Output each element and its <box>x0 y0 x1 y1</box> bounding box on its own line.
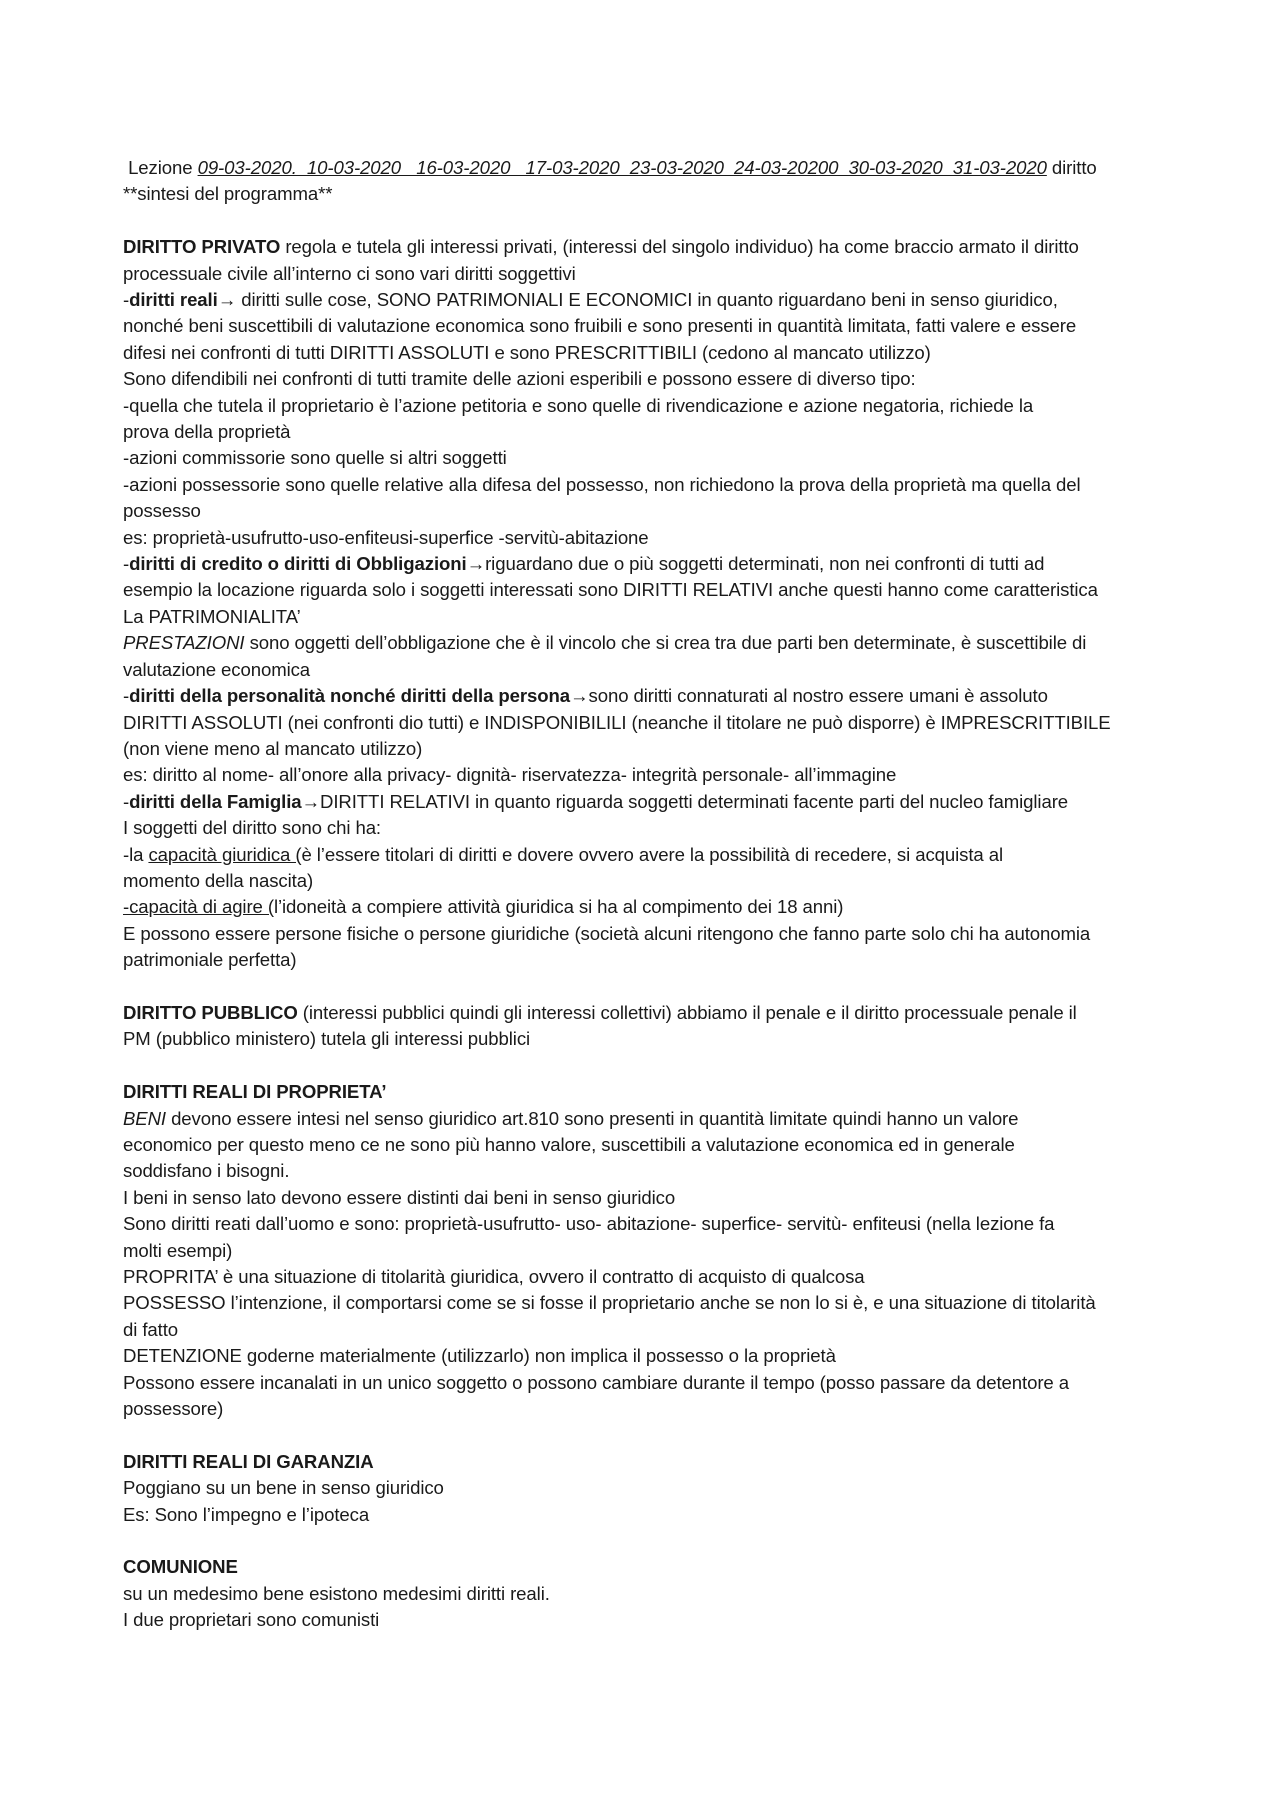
reali-line-3: difesi nei confronti di tutti DIRITTI ASSOLUTI e sono PRESCRITTIBILI (cedono al mancato utilizzo) <box>123 341 931 363</box>
capacita-text-1: è l’essere titolari di diritti e dovere ovvero avere la possibilità di recedere, si acquista al <box>301 843 1004 865</box>
capacita-giuridica-label: capacità giuridica ( <box>148 843 302 865</box>
detenzione-line: DETENZIONE goderne materialmente (utilizzarlo) non implica il possesso o la proprietà <box>123 1345 836 1367</box>
privato-line-2: processuale civile all’interno ci sono vari diritti soggettivi <box>123 262 576 284</box>
beni-line-1 <box>123 1106 1168 1132</box>
spacer <box>123 1528 1168 1554</box>
capacita-agire-line <box>123 894 1168 920</box>
right-arrow-icon: → <box>217 289 237 311</box>
possesso-line-1: POSSESSO l’intenzione, il comportarsi come se si fosse il proprietario anche se non lo si è, e una situazione di titolarità <box>123 1292 1096 1314</box>
soggetti-line-1: I soggetti del diritto sono chi ha: <box>123 817 382 839</box>
beni-text-1: devono essere intesi nel senso giuridico art.810 sono presenti in quantità limitate quindi hanno un valore <box>166 1107 1019 1129</box>
privato-heading: DIRITTO PRIVATO <box>123 236 281 258</box>
beni-line-6: molti esempi) <box>123 1239 233 1261</box>
credito-label: diritti di credito o diritti di Obbligazioni <box>129 553 467 575</box>
famiglia-line-1 <box>123 789 1168 815</box>
capacita-giuridica-line-2: momento della nascita) <box>123 869 314 891</box>
credito-line-1 <box>123 551 1168 577</box>
garanzia-line-2: Es: Sono l’impegno e l’ipoteca <box>123 1503 370 1525</box>
beni-line-2: economico per questo meno ce ne sono più hanno valore, suscettibili a valutazione economica ed in generale <box>123 1133 1015 1155</box>
program-subtitle: **sintesi del programma** <box>123 183 333 205</box>
beni-line-3: soddisfano i bisogni. <box>123 1160 290 1182</box>
difendibili-line-4: -azioni commissorie sono quelle si altri soggetti <box>123 447 507 469</box>
capacita-prefix: -la <box>123 843 149 865</box>
lesson-header <box>123 155 1168 181</box>
right-arrow-icon: → <box>301 790 321 812</box>
dash: - <box>123 289 130 311</box>
dash: - <box>123 553 130 575</box>
credito-text-1: riguardano due o più soggetti determinati, non nei confronti di tutti ad <box>485 553 1045 575</box>
reali-proprieta-heading-text: DIRITTI REALI DI PROPRIETA’ <box>123 1081 387 1103</box>
capacita-agire-label: -capacità di agire ( <box>123 896 274 918</box>
prestazioni-line-1 <box>123 630 1168 656</box>
prestazioni-text-1: sono oggetti dell’obbligazione che è il vincolo che si crea tra due parti ben determinate, è suscettibile di <box>244 632 1087 654</box>
comunione-heading-text: COMUNIONE <box>123 1556 238 1578</box>
difendibili-line-5: -azioni possessorie sono quelle relative alla difesa del possesso, non richiedono la prova della proprietà ma quella del <box>123 473 1081 495</box>
privato-line-1 <box>123 234 1168 260</box>
lesson-prefix: Lezione <box>123 157 198 178</box>
comunione-line-2: I due proprietari sono comunisti <box>123 1609 380 1631</box>
credito-line-3: La PATRIMONIALITA’ <box>123 605 301 627</box>
spacer <box>123 1422 1168 1448</box>
personalita-line-1 <box>123 683 1168 709</box>
beni-line-5: Sono diritti reati dall’uomo e sono: proprietà-usufrutto- uso- abitazione- superfice- servitù- enfiteusi (nella lezione fa <box>123 1213 1055 1235</box>
reali-line-1 <box>123 287 1168 313</box>
persone-line-1: E possono essere persone fisiche o persone giuridiche (società alcuni ritengono che fanno parte solo chi ha autonomia <box>123 922 1091 944</box>
garanzia-line-1: Poggiano su un bene in senso giuridico <box>123 1477 444 1499</box>
spacer <box>123 208 1168 234</box>
famiglia-text-1: DIRITTI RELATIVI in quanto riguarda soggetti determinati facente parti del nucleo famigliare <box>320 790 1069 812</box>
spacer <box>123 1053 1168 1079</box>
personalita-label: diritti della personalità nonché diritti della persona <box>129 685 571 707</box>
pubblico-line-2: PM (pubblico ministero) tutela gli interessi pubblici <box>123 1028 531 1050</box>
difendibili-line-6: possesso <box>123 500 201 522</box>
lesson-suffix: diritto <box>1046 157 1097 178</box>
reali-proprieta-heading <box>123 1079 1168 1105</box>
reali-line-2: nonché beni suscettibili di valutazione economica sono fruibili e sono presenti in quantità limitata, fatti valere e essere <box>123 315 1077 337</box>
diritti-reali-label: diritti reali <box>129 289 218 311</box>
famiglia-label: diritti della Famiglia <box>129 790 302 812</box>
pubblico-heading: DIRITTO PUBBLICO <box>123 1001 298 1023</box>
example-line-1: es: proprietà-usufrutto-uso-enfiteusi-superfice -servitù-abitazione <box>123 526 649 548</box>
possesso-line-2: di fatto <box>123 1318 179 1340</box>
difendibili-line-2: -quella che tutela il proprietario è l’azione petitoria e sono quelle di rivendicazione e azione negatoria, richiede la <box>123 394 1034 416</box>
prestazioni-line-2: valutazione economica <box>123 658 311 680</box>
credito-line-2: esempio la locazione riguarda solo i soggetti interessati sono DIRITTI RELATIVI anche questi hanno come caratteristica <box>123 579 1098 601</box>
beni-label: BENI <box>123 1107 166 1129</box>
garanzia-heading <box>123 1449 1168 1475</box>
difendibili-line-1: Sono difendibili nei confronti di tutti tramite delle azioni esperibili e possono essere di diverso tipo: <box>123 368 916 390</box>
example-line-2: es: diritto al nome- all’onore alla privacy- dignità- riservatezza- integrità personale- all’immagine <box>123 764 897 786</box>
difendibili-line-3: prova della proprietà <box>123 421 291 443</box>
personalita-line-3: (non viene meno al mancato utilizzo) <box>123 737 423 759</box>
document-page <box>123 155 1168 1634</box>
proprieta-line: PROPRITA’ è una situazione di titolarità giuridica, ovvero il contratto di acquisto di qualcosa <box>123 1266 865 1288</box>
personalita-text-1: sono diritti connaturati al nostro essere umani è assoluto <box>588 685 1048 707</box>
incanalati-line-1: Possono essere incanalati in un unico soggetto o possono cambiare durante il tempo (posso passare da detentore a <box>123 1371 1069 1393</box>
right-arrow-icon: → <box>466 553 486 575</box>
comunione-line-1: su un medesimo bene esistono medesimi diritti reali. <box>123 1582 550 1604</box>
pubblico-line-1 <box>123 1000 1168 1026</box>
privato-text-1: regola e tutela gli interessi privati, (interessi del singolo individuo) ha come braccio armato il diritto <box>280 236 1079 258</box>
capacita-agire-text: l’idoneità a compiere attività giuridica si ha al compimento dei 18 anni) <box>273 896 844 918</box>
persone-line-2: patrimoniale perfetta) <box>123 949 297 971</box>
beni-line-4: I beni in senso lato devono essere distinti dai beni in senso giuridico <box>123 1186 676 1208</box>
comunione-heading <box>123 1554 1168 1580</box>
spacer <box>123 974 1168 1000</box>
dash: - <box>123 790 130 812</box>
pubblico-text-1: (interessi pubblici quindi gli interessi collettivi) abbiamo il penale e il diritto processuale penale il <box>297 1001 1077 1023</box>
prestazioni-label: PRESTAZIONI <box>123 632 245 654</box>
dash: - <box>123 685 130 707</box>
incanalati-line-2: possessore) <box>123 1398 224 1420</box>
personalita-line-2: DIRITTI ASSOLUTI (nei confronti dio tutti) e INDISPONIBILILI (neanche il titolare ne può disporre) è IMPRESCRITTIBILE <box>123 711 1111 733</box>
reali-text-1: diritti sulle cose, SONO PATRIMONIALI E ECONOMICI in quanto riguardano beni in senso giuridico, <box>236 289 1058 311</box>
garanzia-heading-text: DIRITTI REALI DI GARANZIA <box>123 1450 374 1472</box>
lesson-dates: 09-03-2020. 10-03-2020 16-03-2020 17-03-2020 23-03-2020 24-03-20200 30-03-2020 31-03-2020 <box>197 157 1047 178</box>
right-arrow-icon: → <box>570 685 589 707</box>
capacita-giuridica-line-1 <box>123 842 1168 868</box>
